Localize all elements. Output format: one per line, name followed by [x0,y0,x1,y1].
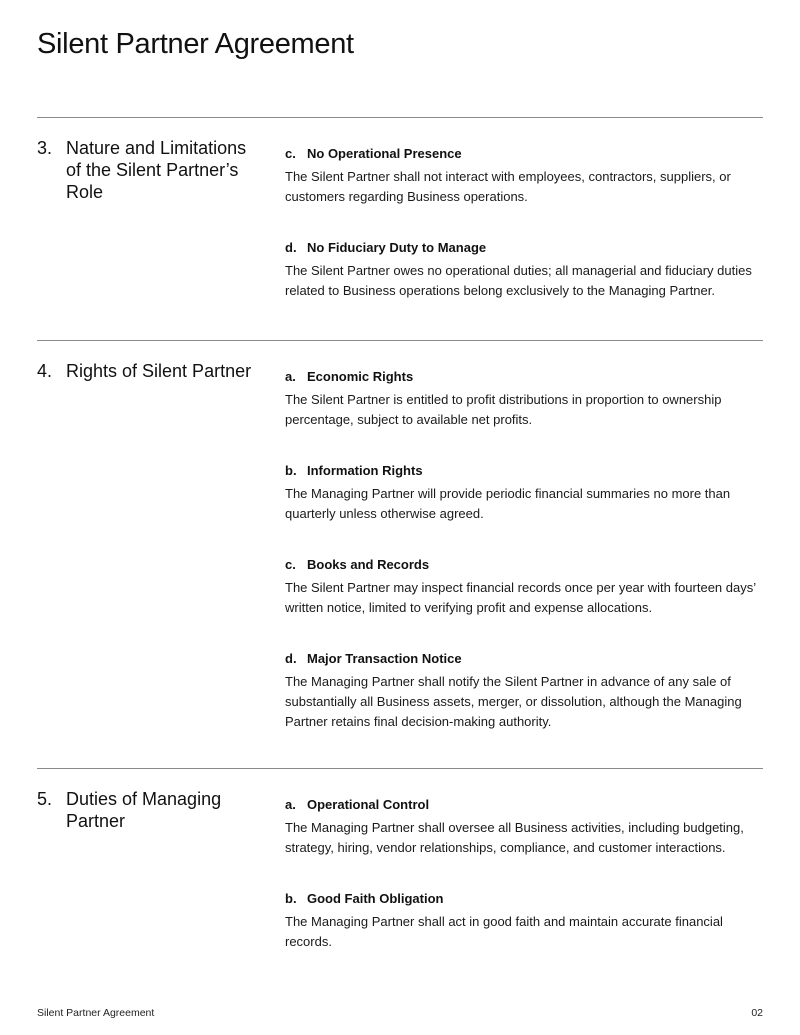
clause [285,890,765,952]
section-clauses [285,145,765,333]
clause [285,145,765,207]
clause-title: Information Rights [307,463,423,478]
footer-title: Silent Partner Agreement [37,1007,155,1019]
clause-title: Good Faith Obligation [307,891,444,906]
clause-heading [285,462,765,480]
clause-body: The Managing Partner shall oversee all Business activities, including budgeting, strategy, hiring, vendor relationships, compliance, and customer interactions. [285,820,744,855]
clause [285,368,765,430]
clause-heading [285,145,765,163]
section-title: Rights of Silent Partner [66,361,252,381]
clause-letter: b. [285,463,297,478]
clause-letter: a. [285,797,296,812]
clause-heading [285,650,765,668]
clause-heading [285,239,765,257]
section-divider [37,340,763,341]
section-title: Nature and Limitations of the Silent Partner’s Role [66,138,247,202]
clause-body: The Managing Partner shall notify the Silent Partner in advance of any sale of substantially all Business assets, merger, or dissolution, although the Managing Partner retains final decision-making authority. [285,674,742,729]
clause-letter: a. [285,369,296,384]
section-clauses [285,368,765,764]
clause-letter: d. [285,651,297,666]
clause-letter: c. [285,146,296,161]
section-divider [37,117,763,118]
clause-body: The Managing Partner will provide periodic financial summaries no more than quarterly unless otherwise agreed. [285,486,731,521]
clause-body: The Silent Partner owes no operational duties; all managerial and fiduciary duties related to Business operations belong exclusively to the Managing Partner. [285,263,752,298]
clause-letter: d. [285,240,297,255]
clause-heading [285,556,765,574]
clause [285,650,765,732]
clause-title: No Fiduciary Duty to Manage [307,240,487,255]
clause [285,462,765,524]
clause-heading [285,796,765,814]
clause [285,796,765,858]
clause-title: No Operational Presence [307,146,462,161]
clause-title: Major Transaction Notice [307,651,462,666]
clause-title: Operational Control [307,797,430,812]
clause-heading [285,368,765,386]
clause-letter: c. [285,557,296,572]
clause-heading [285,890,765,908]
clause-body: The Silent Partner may inspect financial records once per year with fourteen days’ written notice, limited to verifying profit and expense allocations. [285,580,756,615]
clause-body: The Silent Partner shall not interact with employees, contractors, suppliers, or customers regarding Business operations. [285,169,731,204]
clause-letter: b. [285,891,297,906]
section-number: 4. [37,361,53,381]
clause-body: The Managing Partner shall act in good faith and maintain accurate financial records. [285,914,723,949]
section-divider [37,768,763,769]
clause-body: The Silent Partner is entitled to profit distributions in proportion to ownership percentage, subject to available net profits. [285,392,722,427]
page-title: Silent Partner Agreement [37,28,354,60]
section-number: 5. [37,789,53,809]
clause-title: Books and Records [307,557,430,572]
clause-title: Economic Rights [307,369,414,384]
page-number: 02 [751,1007,763,1019]
section-title: Duties of Managing Partner [66,789,222,831]
section-number: 3. [37,138,53,158]
section-clauses [285,796,765,984]
clause [285,239,765,301]
clause [285,556,765,618]
